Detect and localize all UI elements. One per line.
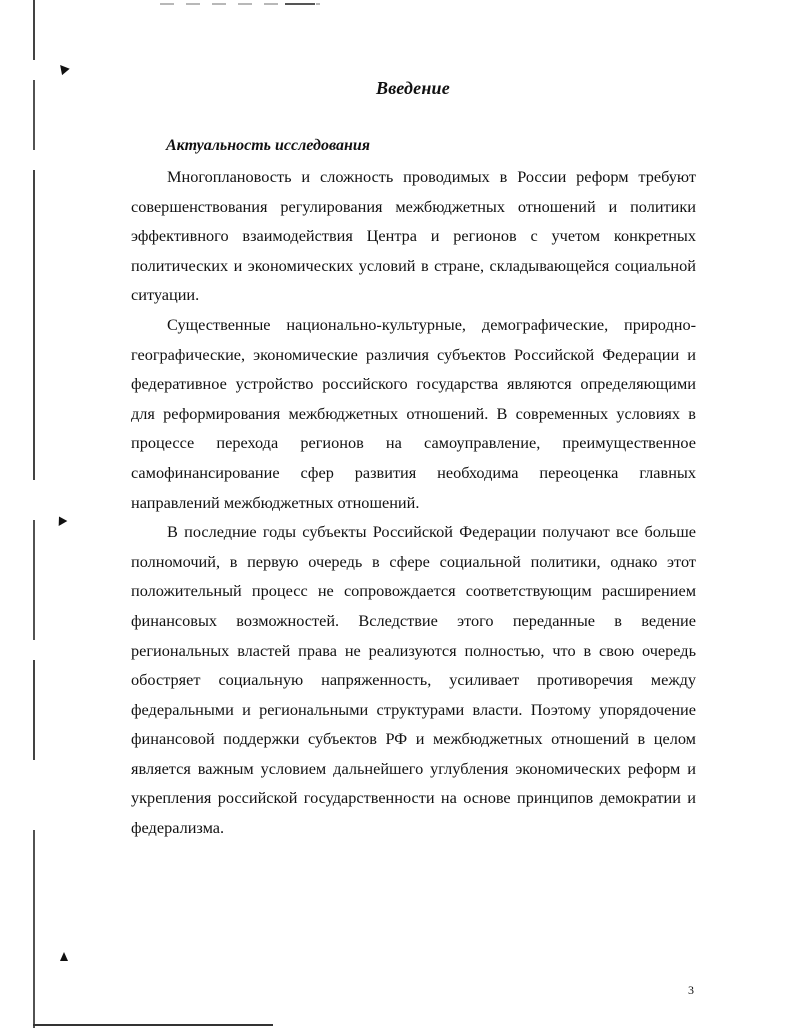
binding-mark-icon bbox=[60, 952, 68, 961]
paragraph: Многоплановость и сложность проводимых в России реформ требуют совершенствования регулирования межбюджетных отношений и политики эффективного взаимодействия Центра и регионов с учетом конкретных политических и экономических условий в стране, складывающейся социальной ситуации. bbox=[131, 167, 696, 305]
page-title: Введение bbox=[376, 78, 450, 98]
scan-edge-bottom bbox=[33, 1024, 273, 1026]
paragraph: В последние годы субъекты Российской Федерации получают все больше полномочий, в первую очередь в сфере социальной политики, однако этот положительный процесс не сопровождается соответствующим расширением финансовых возможностей. Вследствие этого переданные в ведение региональных властей права не реализуются полностью, что в свою очередь обостряет социальную напряженность, усиливает противоречия между федеральными и региональными структурами власти. Поэтому упорядочение финансовой поддержки субъектов РФ и межбюджетных отношений в целом является важным условием дальнейшего углубления экономических реформ и укрепления российской государственности на основе принципов демократии и федерализма. bbox=[131, 522, 696, 838]
binding-mark-icon bbox=[56, 62, 69, 75]
paragraph: Существенные национально-культурные, демографические, природно-географические, экономические различия субъектов Российской Федерации и федеративное устройство российского государства являются определяющими для реформирования межбюджетных отношений. В современных условиях в процессе перехода регионов на самоуправление, преимущественное самофинансирование сфер развития необходима переоценка главных направлений межбюджетных отношений. bbox=[131, 314, 696, 512]
body-text bbox=[131, 162, 696, 843]
binding-mark-icon bbox=[55, 514, 68, 526]
scan-edge-left bbox=[33, 0, 35, 1028]
scan-top-line bbox=[285, 3, 315, 5]
page-number: 3 bbox=[688, 983, 694, 997]
section-heading: Актуальность исследования bbox=[166, 137, 370, 154]
